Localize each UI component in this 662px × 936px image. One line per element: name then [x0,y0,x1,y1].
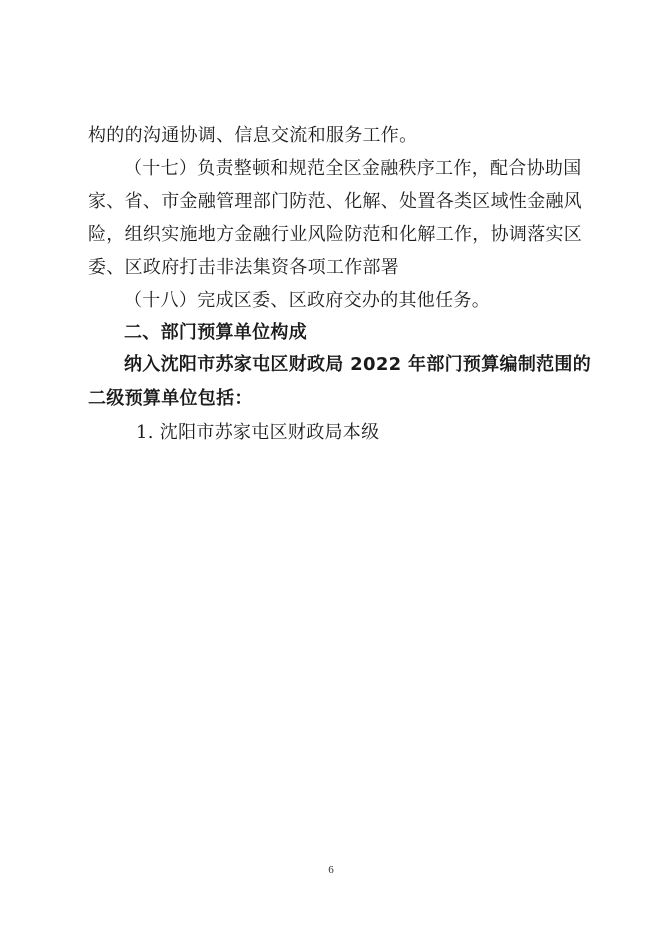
list-item: 1. 沈阳市苏家屯区财政局本级 [136,422,380,443]
body-text-line: 委、区政府打击非法集资各项工作部署 [88,257,400,278]
page-number: 6 [328,864,334,876]
body-text-line: 险，组织实施地方金融行业风险防范和化解工作，协调落实区 [88,224,583,245]
body-text-line: 家、省、市金融管理部门防范、化解、处置各类区域性金融风 [88,191,583,212]
intro-text-line: 二级预算单位包括： [88,388,253,409]
body-text-line: （十八）完成区委、区政府交办的其他任务。 [124,290,490,311]
body-text-line: （十七）负责整顿和规范全区金融秩序工作，配合协助国 [124,158,582,179]
intro-text-line: 纳入沈阳市苏家屯区财政局 2022 年部门预算编制范围的 [124,354,592,375]
section-heading: 二、部门预算单位构成 [124,322,307,343]
body-text-line: 构的的沟通协调、信息交流和服务工作。 [88,125,418,146]
